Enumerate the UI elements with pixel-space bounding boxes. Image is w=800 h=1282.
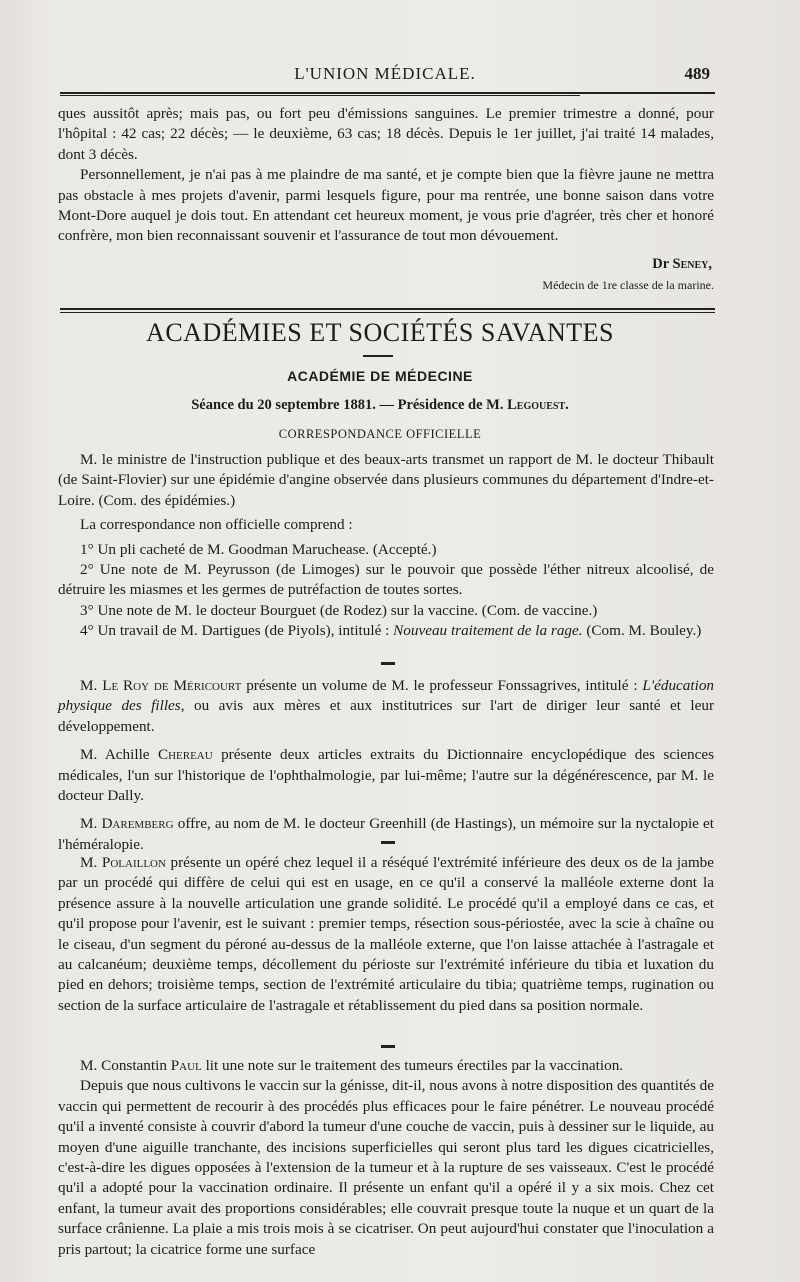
name-prefix: M.: [80, 677, 98, 694]
paul-paragraph: [58, 1056, 714, 1076]
book-title: L'éducation physique des filles: [58, 677, 715, 715]
person-name: Le Roy de Méricourt: [102, 677, 242, 694]
signature-title: Dr: [652, 256, 669, 272]
name-prefix: M.: [80, 854, 98, 871]
letter-text: [58, 104, 714, 247]
presentation-chereau: [58, 745, 714, 806]
presentation-leroy: [58, 676, 714, 737]
signature-role: Médecin de 1re classe de la marine.: [542, 278, 714, 292]
person-name: Daremberg: [101, 815, 174, 833]
person-name: Chereau: [157, 746, 213, 764]
presentation-daremberg: [58, 814, 714, 855]
presentation-text: présente deux articles extraits du Dictionnaire encyclopédique des sciences médicales, l'un sur l'historique de l'ophthalmologie, par lui-même; l'autre sur la dégénérescence, par M. le docteur Dally.: [58, 746, 715, 805]
item4-title: Nouveau traitement de la rage.: [393, 622, 583, 640]
person-name: Polaillon: [101, 854, 166, 871]
page-header: [60, 62, 710, 88]
name-prefix: M.: [80, 815, 98, 833]
separator-dash: [381, 841, 395, 844]
presentation-text: , ou avis aux mères et aux institutrices sur l'art de diriger leur santé et leur développement.: [58, 697, 714, 735]
session-line: [0, 397, 760, 414]
title-underline: [363, 355, 393, 357]
paul-text: lit une note sur le traitement des tumeurs érectiles par la vaccination.: [205, 1057, 624, 1074]
name-prefix: M. Achille: [80, 746, 150, 764]
presentations-section: [58, 676, 714, 855]
nonofficial-intro: La correspondance non officielle comprend :: [80, 516, 353, 534]
page-number: 489: [684, 64, 710, 83]
session-date: Séance du 20 septembre 1881. — Présidence de M.: [191, 397, 504, 413]
correspondance-item: 2° Une note de M. Peyrusson (de Limoges) sur le pouvoir que possède l'éther nitreux alcoolisé, de détruire les miasmes et les germes de putréfaction de toutes sortes.: [58, 561, 714, 599]
paul-paragraph: Depuis que nous cultivons le vaccin sur la génisse, dit-il, nous avons à notre disposition des quantités de vaccin qui permettent de recourir à des procédés plus efficaces pour le faire pénétrer. Le nouveau procédé qu'il a inventé consiste à couvrir d'abord la tumeur d'une couche de vaccin, puis à dessiner sur le liquide, au moyen d'une aiguille tranchante, des incisions superficielles qui seront plus tard les digues cicatricielles, c'est-à-dire les digues opposées à l'extension de la tumeur et à la rupture de ses vaisseaux. C'est le procédé qu'il a adopté pour la vaccination ordinaire. Il présente un enfant qu'il a opéré il y a six mois. Chez cet enfant, la tumeur avait des proportions considérables; elle couvrait presque toute la nuque et un quart de la surface crânienne. La plaie a mis trois mois à se cicatriser. On peut aujourd'hui constater que l'inoculation a pris partout; la cicatrice forme une surface: [58, 1077, 714, 1258]
section-title: ACADÉMIES ET SOCIÉTÉS SAVANTES: [146, 318, 614, 347]
signature-name: Seney,: [672, 256, 712, 272]
correspondance-title: CORRESPONDANCE OFFICIELLE: [278, 427, 482, 441]
paul-section: [58, 1056, 714, 1260]
correspondance-item: [58, 621, 714, 641]
polaillon-text: présente un opéré chez lequel il a réséqué l'extrémité inférieure des deux os de la jambe par un procédé qui diffère de celui qui est en usage, en ce qu'il a conservé la malléole externe dont la présence assure à la nouvelle articulation une grande solidité. Le procédé qu'il a employé dans ce cas, et qu'il propose pour l'avenir, est le suivant : premier temps, résection sous-périostée, avec la scie à chaîne ou le ciseau, d'un segment du péroné au-dessus de la malléole externe, que l'on laisse attachée à l'astragale et au calcanéum; deuxième temps, décollement du périoste sur l'extrémité inférieure du tibia et luxation du pied en dehors; troisième temps, section de l'extrémité articulaire du tibia; quatrième temps, rugination ou section de la surface articulaire de l'astragale et rétablissement du pied dans sa position normale.: [58, 854, 715, 1014]
presentation-text: offre, au nom de M. le docteur Greenhill (de Hastings), un mémoire sur la nyctalopie et l'héméralopie.: [58, 815, 715, 853]
presentation-text: présente un volume de M. le professeur Fonssagrives, intitulé :: [246, 677, 638, 694]
letter-signature: [652, 256, 712, 273]
item4-suffix: (Com. M. Bouley.): [586, 622, 702, 640]
running-title: L'UNION MÉDICALE.: [294, 64, 476, 83]
session-president: Legouest.: [507, 397, 569, 413]
separator-dash: [381, 662, 395, 665]
letter-paragraph: ques aussitôt après; mais pas, ou fort peu d'émissions sanguines. Le premier trimestre a donné, pour l'hôpital : 42 cas; 22 décès; — le deuxième, 63 cas; 18 décès. Depuis le 1er juillet, j'ai traité 14 malades, dont 3 décès.: [58, 105, 714, 163]
header-rule-thin: [60, 95, 580, 96]
name-prefix: M. Constantin: [80, 1057, 167, 1074]
separator-dash: [381, 1045, 395, 1048]
official-paragraph: M. le ministre de l'instruction publique et des beaux-arts transmet un rapport de M. le docteur Thibault (de Saint-Flovier) sur une épidémie d'angine observée dans plusieurs communes du département d'Indre-et-Loire. (Com. des épidémies.): [58, 451, 714, 509]
polaillon-paragraph: [58, 853, 714, 1016]
section-rule-thin: [60, 312, 715, 313]
correspondance-item: 3° Une note de M. le docteur Bourguet (de Rodez) sur la vaccine. (Com. de vaccine.): [80, 601, 598, 619]
correspondance-section: [58, 450, 714, 642]
person-name: Paul: [170, 1057, 202, 1074]
header-rule: [60, 92, 715, 94]
item4-prefix: 4° Un travail de M. Dartigues (de Piyols), intitulé :: [80, 622, 390, 640]
academy-title: ACADÉMIE DE MÉDECINE: [287, 368, 473, 384]
correspondance-item: 1° Un pli cacheté de M. Goodman Maruchease. (Accepté.): [80, 540, 437, 558]
letter-paragraph: Personnellement, je n'ai pas à me plaindre de ma santé, et je compte bien que la fièvre jaune ne mettra pas obstacle à mes projets d'avenir, parmi lesquels figure, pour ma rentrée, une bonne saison dans votre Mont-Dore auquel je dois tout. En attendant cet heureux moment, je vous prie d'agréer, très cher et honoré confrère, mon bien reconnaissant souvenir et l'assurance de tout mon dévouement.: [58, 166, 714, 245]
section-rule: [60, 308, 715, 310]
polaillon-section: [58, 853, 714, 1016]
